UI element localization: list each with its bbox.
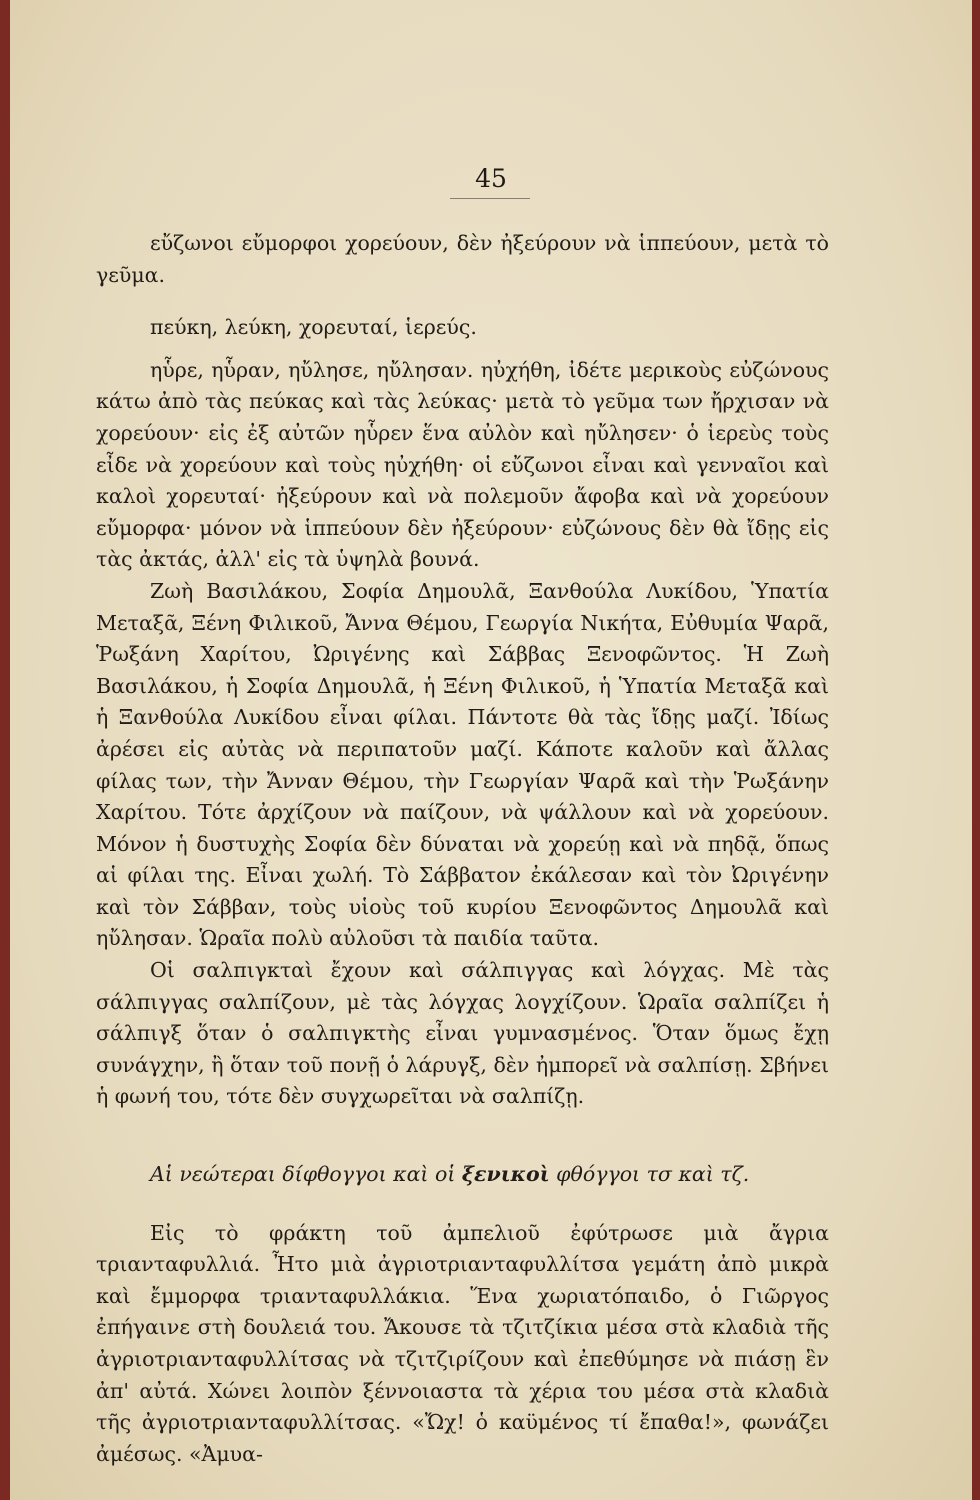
book-page [10, 0, 972, 1500]
paragraph-1: εὔζωνοι εὔμορφοι χορεύουν, δὲν ἠξεύρουν νὰ ἱππεύουν, μετὰ τὸ γεῦμα. [96, 231, 829, 287]
page-number: 45 [475, 164, 507, 193]
paragraph-2: πεύκη, λεύκη, χορευταί, ἱερεύς. [150, 315, 477, 340]
paragraph-6: Εἰς τὸ φράκτη τοῦ ἀμπελιοῦ ἐφύτρωσε μιὰ ἄγρια τριανταφυλλιά. Ἦτο μιὰ ἀγριοτριανταφυλλίτσα γεμάτη ἀπὸ μικρὰ καὶ ἔμμορφα τριανταφυλλάκια. Ἕνα χωριατόπαιδο, ὁ Γιῶργος ἐπήγαινε στὴ δουλειά του. Ἄκουσε τὰ τζιτζίκια μέσα στὰ κλαδιὰ τῆς ἀγριοτριανταφυλλίτσας νὰ τζιτζιρίζουν καὶ ἐπεθύμησε νὰ πιάσῃ ἓν ἀπ' αὐτά. Χώνει λοιπὸν ξέννοιαστα τὰ χέρια του μέσα στὰ κλαδιὰ τῆς ἀγριοτριανταφυλλίτσας. «Ὤχ! ὁ καϋμένος τί ἔπαθα!», φωνάζει ἀμέσως. «Ἀμυα- [96, 1220, 829, 1466]
heading-bold: ξενικοὶ [461, 1162, 550, 1187]
section-heading [96, 1159, 829, 1191]
body-text [96, 228, 829, 1470]
header-rule [450, 198, 530, 199]
paragraph-4: Ζωὴ Βασιλάκου, Σοφία Δημουλᾶ, Ξανθούλα Λυκίδου, Ὑπατία Μεταξᾶ, Ξένη Φιλικοῦ, Ἄννα Θέμου, Γεωργία Νικήτα, Εὐθυμία Ψαρᾶ, Ῥωξάνη Χαρίτου, Ὠριγένης καὶ Σάββας Ξενοφῶντος. Ἡ Ζωὴ Βασιλάκου, ἡ Σοφία Δημουλᾶ, ἡ Ξένη Φιλικοῦ, ἡ Ὑπατία Μεταξᾶ καὶ ἡ Ξανθούλα Λυκίδου εἶναι φίλαι. Πάντοτε θὰ τὰς ἴδῃς μαζί. Ἰδίως ἀρέσει εἰς αὐτὰς νὰ περιπατοῦν μαζί. Κάποτε καλοῦν καὶ ἄλλας φίλας των, τὴν Ἄνναν Θέμου, τὴν Γεωργίαν Ψαρᾶ καὶ τὴν Ῥωξάνην Χαρίτου. Τότε ἀρχίζουν νὰ παίζουν, νὰ ψάλλουν καὶ νὰ χορεύουν. Μόνον ἡ δυστυχὴς Σοφία δὲν δύναται νὰ χορεύῃ καὶ νὰ πηδᾷ, ὅπως αἱ φίλαι της. Εἶναι χωλή. Τὸ Σάββατον ἐκάλεσαν καὶ τὸν Ὠριγένην καὶ τὸν Σάββαν, τοὺς υἱοὺς τοῦ κυρίου Ξενοφῶντος Δημουλᾶ καὶ ηὔλησαν. Ὡραῖα πολὺ αὐλοῦσι τὰ παιδία ταῦτα. [96, 578, 829, 951]
heading-part-2: φθόγγοι τσ καὶ τζ. [556, 1162, 750, 1187]
paragraph-3: ηὗρε, ηὗραν, ηὔλησε, ηὔλησαν. ηὐχήθη, ἰδέτε μερικοὺς εὐζώνους κάτω ἀπὸ τὰς πεύκας καὶ τὰς λεύκας· μετὰ τὸ γεῦμα των ἤρχισαν νὰ χορεύουν· εἰς ἐξ αὐτῶν ηὗρεν ἕνα αὐλὸν καὶ ηὔλησεν· ὁ ἱερεὺς τοὺς εἶδε νὰ χορεύουν καὶ τοὺς ηὐχήθη· οἱ εὔζωνοι εἶναι καὶ γενναῖοι καὶ καλοὶ χορευταί· ἠξεύρουν καὶ νὰ πολεμοῦν ἄφοβα καὶ νὰ χορεύουν εὔμορφα· μόνον νὰ ἱππεύουν δὲν ἠξεύρουν· εὐζώνους δὲν θὰ ἴδῃς εἰς τὰς ἀκτάς, ἀλλ' εἰς τὰ ὑψηλὰ βουνά. [96, 357, 829, 572]
heading-part-1: Αἱ νεώτεραι δίφθογγοι καὶ οἱ [150, 1162, 456, 1187]
paragraph-5: Οἱ σαλπιγκταὶ ἔχουν καὶ σάλπιγγας καὶ λόγχας. Μὲ τὰς σάλπιγγας σαλπίζουν, μὲ τὰς λόγχας λογχίζουν. Ὡραῖα σαλπίζει ἡ σάλπιγξ ὅταν ὁ σαλπιγκτὴς εἶναι γυμνασμένος. Ὅταν ὅμως ἔχῃ συνάγχην, ἢ ὅταν τοῦ πονῇ ὁ λάρυγξ, δὲν ἠμπορεῖ νὰ σαλπίσῃ. Σβήνει ἡ φωνή του, τότε δὲν συγχωρεῖται νὰ σαλπίζῃ. [96, 958, 829, 1109]
